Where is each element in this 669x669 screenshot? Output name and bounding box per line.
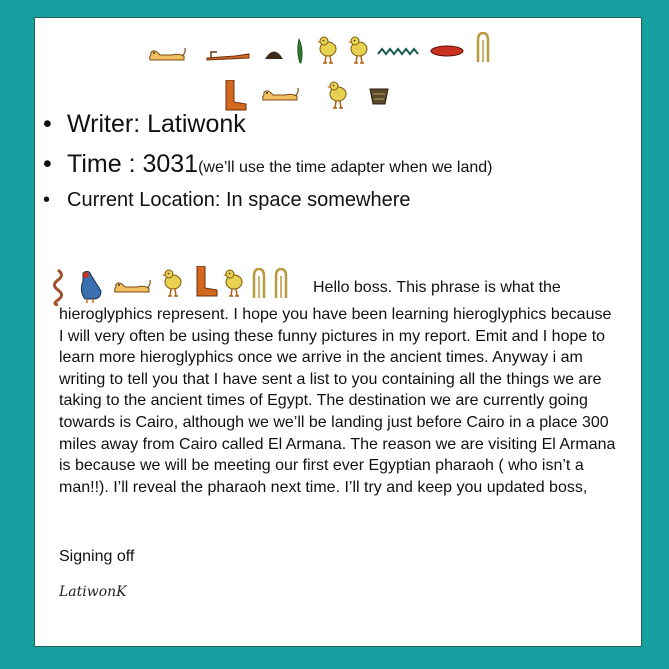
rope-loop-hieroglyph-icon [475,32,491,64]
signing-off-text: Signing off [59,548,135,565]
vulture-hieroglyph-icon [75,269,105,303]
writer-line [43,110,246,139]
quail-chick-hieroglyph-icon [222,268,246,298]
lion-hieroglyph-icon [261,84,301,104]
leg-hieroglyph-icon [193,266,219,298]
writer-text: Writer: Latiwonk [67,110,246,138]
quail-chick-hieroglyph-icon [347,35,371,65]
bullet: • [43,150,52,178]
quail-chick-hieroglyph-icon [161,268,185,298]
leg-hieroglyph-icon [222,80,248,112]
reed-leaf-hieroglyph-icon [295,38,305,64]
location-line [43,189,411,212]
water-hieroglyph-icon [377,46,419,58]
quail-chick-hieroglyph-icon [316,35,340,65]
time-text: Time : 3031 [67,150,199,178]
rope-loop-hieroglyph-icon [273,268,289,300]
lion-hieroglyph-icon [148,44,188,64]
document-slide [34,17,642,647]
mouth-hieroglyph-icon [429,44,465,58]
basket-hieroglyph-icon [369,86,389,106]
bullet: • [43,189,51,211]
bread-loaf-hieroglyph-icon [264,48,284,60]
time-note: (we’ll use the time adapter when we land) [198,159,493,176]
quail-chick-hieroglyph-icon [326,80,350,110]
time-line [43,150,492,179]
rope-loop-hieroglyph-icon [251,268,267,300]
twisted-flax-hieroglyph-icon [50,268,66,306]
lion-hieroglyph-icon [113,276,153,296]
bullet: • [43,110,52,138]
signature: LatiwonK [59,584,127,600]
report-body: hieroglyphics represent. I hope you have been learning hieroglyphics because I will very often be using these funny pictures in my report. Emit and I hope to learn more hieroglyphics once we arrive in the ancient times. Anyway i am writing to tell you that I have sent a list to you containing all the things we are taking to the ancient times of Egypt. The destination we are currently going towards is Cairo, although we we’ll be landing just before Cairo in a place 300 miles away from Cairo called El Armana. The reason we are visiting El Armana is because we will be meeting our first ever Egyptian pharaoh ( who isn’t a man!!). I’ll reveal the pharaoh next time. I’ll try and keep you updated boss, [59,306,616,496]
arm-hieroglyph-icon [205,46,251,62]
location-text: Current Location: In space somewhere [67,189,411,211]
greeting-text: Hello boss. This phrase is what the [313,279,561,296]
